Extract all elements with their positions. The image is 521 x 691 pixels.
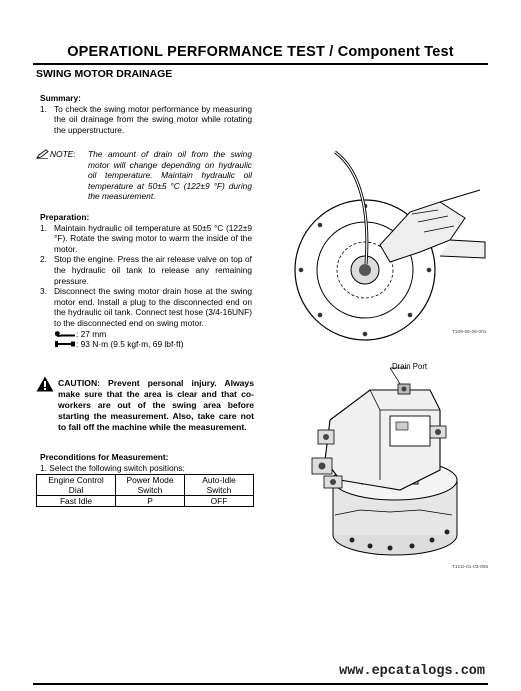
preconditions-block xyxy=(40,452,252,473)
table-cell: OFF xyxy=(185,496,254,507)
header-line: Power Mode xyxy=(126,475,174,485)
note-pencil-icon xyxy=(36,149,49,159)
section-title: SWING MOTOR DRAINAGE xyxy=(36,68,173,80)
preparation-item xyxy=(40,223,252,255)
summary-block xyxy=(40,93,252,135)
torque-spec xyxy=(40,339,252,350)
header-line: Switch xyxy=(137,485,163,495)
note-label: NOTE: xyxy=(50,149,76,159)
page-title: OPERATIONL PERFORMANCE TEST / Component Test xyxy=(67,44,454,60)
table-header-row xyxy=(37,475,254,496)
preparation-item xyxy=(40,286,252,328)
torque-spec-text: : 93 N·m (9.5 kgf·m, 69 lbf·ft) xyxy=(76,339,184,350)
title-rule xyxy=(33,63,488,65)
figure-1-caption: T105-06-06-001 xyxy=(452,330,487,335)
item-number: 1. xyxy=(40,222,47,233)
swing-motor-drain-port-illustration xyxy=(290,360,490,570)
table-row xyxy=(37,496,254,507)
wrench-icon xyxy=(54,330,76,338)
note-text: The amount of drain oil from the swing motor will change depending on hydraulic oil temperature. Maintain hydraulic oil temperature at 50±5 °C (122±9 °F) during the measurement. xyxy=(88,149,252,202)
wrench-spec-text: : 27 mm xyxy=(76,328,107,339)
header-line: Switch xyxy=(206,485,232,495)
table-header-cell xyxy=(37,475,116,496)
header-line: Engine Control xyxy=(48,475,104,485)
header-line: Dial xyxy=(68,485,84,495)
footer-rule xyxy=(33,683,488,685)
item-text: Maintain hydraulic oil temperature at 50±5 °C (122±9 °F). Rotate the swing motor to warm the inside of the motor. xyxy=(54,222,252,254)
torque-wrench-icon xyxy=(54,340,76,348)
switch-position-table xyxy=(36,474,254,507)
item-number: 2. xyxy=(40,254,47,265)
caution-text: CAUTION: Prevent personal injury. Always make sure that the area is clear and that co-workers are out of the swing area before starting the measurement. Also, take care not to fall off the machine while the measurement. xyxy=(58,378,254,432)
table-header-cell xyxy=(185,475,254,496)
swing-motor-top-illustration xyxy=(290,150,490,350)
item-number: 1. xyxy=(40,103,47,114)
preparation-block xyxy=(40,212,252,350)
item-text: To check the swing motor performance by measuring the oil drainage from the swing motor while rotating the upperstructure. xyxy=(54,103,252,135)
footer-url: www.epcatalogs.com xyxy=(339,664,485,679)
summary-item xyxy=(40,104,252,136)
figure-2-caption: T1CD-01-03-005 xyxy=(452,565,488,570)
header-line: Auto-Idle xyxy=(202,475,236,485)
wrench-spec xyxy=(40,329,252,340)
table-header-cell xyxy=(116,475,185,496)
preparation-item xyxy=(40,254,252,286)
item-text: Stop the engine. Press the air release valve on top of the hydraulic oil tank to release any remaining pressure. xyxy=(54,254,252,286)
preconditions-heading: Preconditions for Measurement: xyxy=(40,452,169,462)
table-cell: Fast Idle xyxy=(37,496,116,507)
preconditions-intro: 1. Select the following switch positions: xyxy=(40,462,185,473)
drain-port-label: Drain Port xyxy=(392,362,428,371)
preparation-heading: Preparation: xyxy=(40,212,90,222)
item-number: 3. xyxy=(40,286,47,297)
item-text: Disconnect the swing motor drain hose at the swing motor end. Install a plug to the disconnected end on the hydraulic oil tank. Connect test hose (3/4-16UNF) to the disconnected end on swing motor. xyxy=(54,286,252,328)
caution-triangle-icon xyxy=(36,376,54,392)
table-cell: P xyxy=(116,496,185,507)
summary-heading: Summary: xyxy=(40,93,81,103)
